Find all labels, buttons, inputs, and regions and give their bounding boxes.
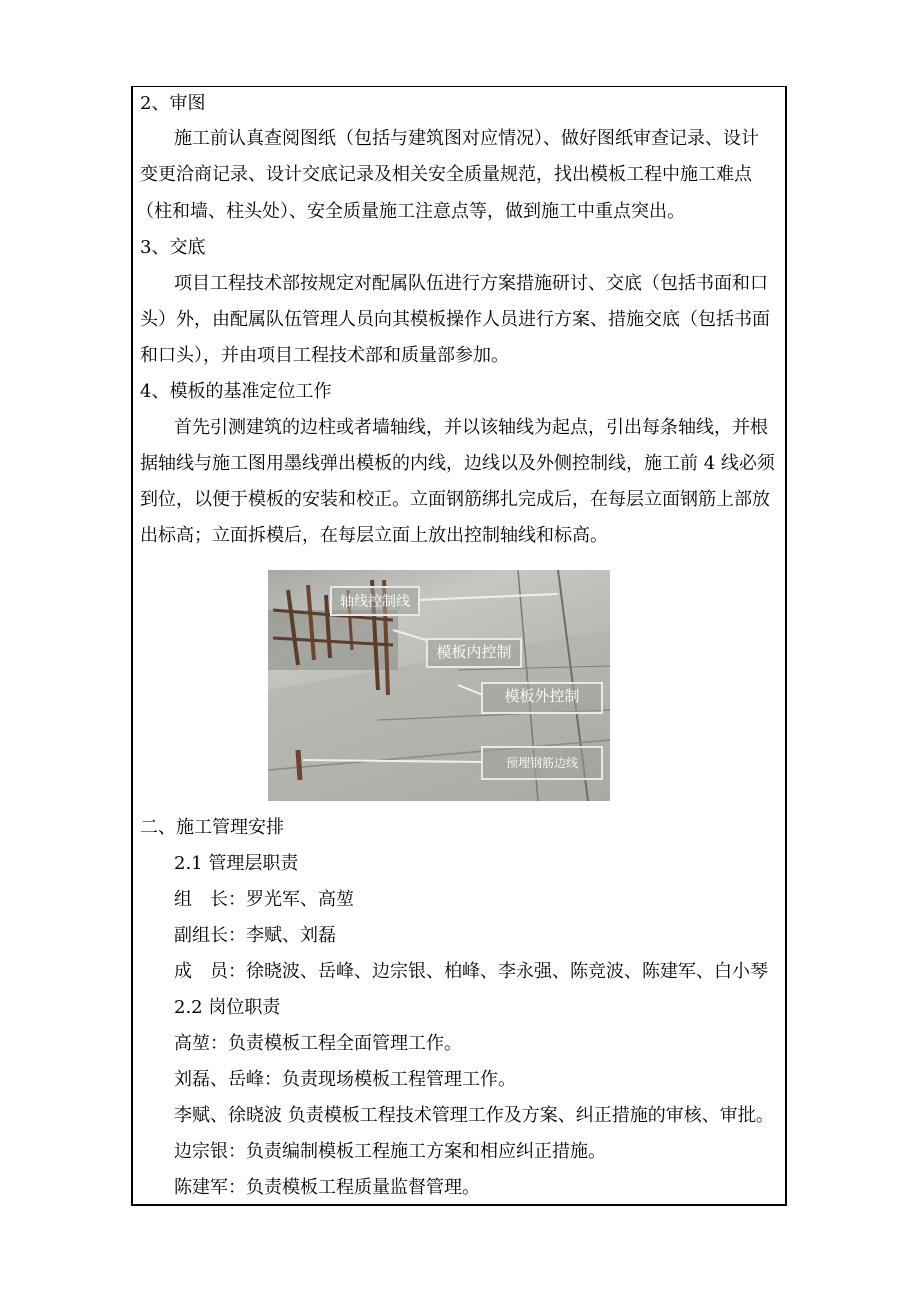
paragraph-line: 和口头），并由项目工程技术部和质量部参加。	[140, 345, 509, 366]
subheading-responsibilities: 2.1 管理层职责	[174, 853, 299, 874]
members-line: 成 员：徐晓波、岳峰、边宗银、柏峰、李永强、陈竞波、陈建军、白小琴	[174, 961, 768, 982]
subheading-duties: 2.2 岗位职责	[174, 997, 281, 1018]
paragraph-line: （柱和墙、柱头处）、安全质量施工注意点等，做到施工中重点突出。	[136, 201, 685, 222]
paragraph-line: 到位，以便于模板的安装和校正。立面钢筋绑扎完成后，在每层立面钢筋上部放	[140, 489, 770, 510]
construction-photo	[268, 570, 610, 801]
duty-line: 刘磊、岳峰：负责现场模板工程管理工作。	[174, 1069, 516, 1090]
paragraph-line: 头）外，由配属队伍管理人员向其模板操作人员进行方案、措施交底（包括书面	[140, 309, 770, 330]
duty-line: 高堃：负责模板工程全面管理工作。	[174, 1033, 462, 1054]
heading-positioning: 4、模板的基准定位工作	[140, 381, 332, 402]
duty-line: 李赋、徐晓波 负责模板工程技术管理工作及方案、纠正措施的审核、审批。	[174, 1105, 774, 1126]
duty-line: 陈建军：负责模板工程质量监督管理。	[174, 1177, 480, 1198]
paragraph-line: 出标高；立面拆模后，在每层立面上放出控制轴线和标高。	[140, 525, 608, 546]
heading-management: 二、施工管理安排	[140, 817, 284, 838]
callout-axis-line: 轴线控制线	[330, 586, 420, 616]
deputy-line: 副组长：李赋、刘磊	[174, 925, 336, 946]
paragraph-line: 据轴线与施工图用墨线弹出模板的内线，边线以及外侧控制线，施工前 4 线必须	[140, 453, 775, 474]
callout-rebar-edge: 预埋钢筋边线	[481, 746, 603, 780]
paragraph-line: 首先引测建筑的边柱或者墙轴线，并以该轴线为起点，引出每条轴线，并根	[174, 417, 768, 438]
callout-inner-control: 模板内控制	[426, 638, 522, 668]
paragraph-line: 施工前认真查阅图纸（包括与建筑图对应情况）、做好图纸审查记录、设计	[174, 128, 759, 149]
paragraph-line: 变更洽商记录、设计交底记录及相关安全质量规范，找出模板工程中施工难点	[140, 164, 752, 185]
leader-line: 组 长：罗光军、高堃	[174, 889, 354, 910]
callout-outer-control: 模板外控制	[481, 682, 603, 714]
paragraph-line: 项目工程技术部按规定对配属队伍进行方案措施研讨、交底（包括书面和口	[174, 273, 768, 294]
heading-review: 2、审图	[140, 93, 206, 114]
duty-line: 边宗银：负责编制模板工程施工方案和相应纠正措施。	[174, 1141, 606, 1162]
heading-briefing: 3、交底	[140, 237, 206, 258]
